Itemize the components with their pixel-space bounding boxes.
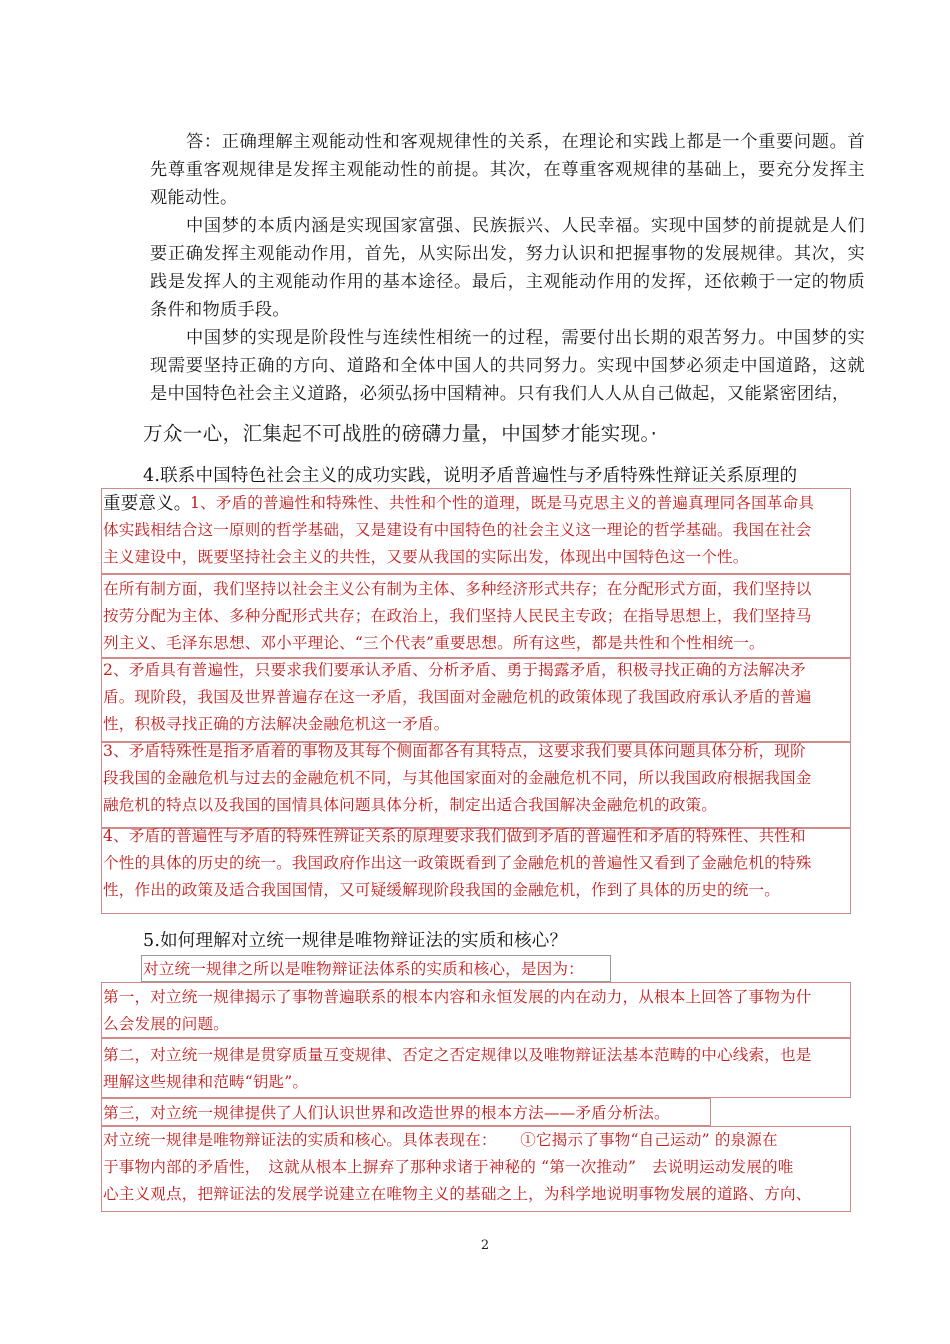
- q5-intro-line: 对立统一规律之所以是唯物辩证法体系的实质和核心，是因为：: [143, 960, 584, 978]
- q5-intro: [143, 956, 613, 983]
- q4-line: 盾。现阶段，我国及世界普遍存在这一矛盾，我国面对金融危机的政策体现了我国政府承认矛盾的普遍: [103, 688, 812, 706]
- q4-line: 体实践相结合这一原则的哲学基础，又是建设有中国特色的社会主义这一理论的哲学基础。我国在社会: [103, 521, 812, 539]
- q4-line: 性，积极寻找正确的方法解决金融危机这一矛盾。: [103, 715, 450, 733]
- q4-red-line-first: [190, 490, 850, 517]
- q5-line: 么会发展的问题。: [103, 1015, 229, 1033]
- q4-line: 在所有制方面，我们坚持以社会主义公有制为主体、多种经济形式共存；在分配形式方面，我们坚持以: [103, 580, 812, 598]
- q4-line: 个性的具体的历史的统一。我国政府作出这一政策既看到了金融危机的普遍性又看到了金融危机的特殊: [103, 854, 812, 872]
- answer-paragraph: 中国梦的本质内涵是实现国家富强、民族振兴、人民幸福。实现中国梦的前提就是人们要正确发挥主观能动作用，首先，从实际出发，努力认识和把握事物的发展规律。其次，实践是发挥人的主观能动作用的基本途径。最后，主观能动作用的发挥，还依赖于一定的物质条件和物质手段。: [150, 216, 865, 320]
- q5-answer-block: [103, 984, 848, 1208]
- q5-line: 第一，对立统一规律揭示了事物普遍联系的根本内容和永恒发展的内在动力，从根本上回答了事物为什: [103, 988, 812, 1006]
- q5-line: 理解这些规律和范畴“钥匙”。: [103, 1073, 309, 1091]
- q5-line: 第二，对立统一规律是贯穿质量互变规律、否定之否定规律以及唯物辩证法基本范畴的中心线索，也是: [103, 1046, 812, 1064]
- slogan-line: 万众一心，汇集起不可战胜的磅礴力量，中国梦才能实现。·: [143, 422, 658, 445]
- q5-line: 对立统一规律是唯物辩证法的实质和核心。具体表现在： ①它揭示了事物“自己运动” 的泉源在: [103, 1131, 778, 1149]
- answer-paragraph: 中国梦的实现是阶段性与连续性相统一的过程，需要付出长期的艰苦努力。中国梦的实现需要坚持正确的方向、道路和全体中国人的共同努力。实现中国梦必须走中国道路，这就是中国特色社会主义道路，必须弘扬中国精神。只有我们人人从自己做起，又能紧密团结，: [150, 328, 865, 404]
- q4-line: 1、矛盾的普遍性和特殊性、共性和个性的道理，既是马克思主义的普遍真理同各国革命具: [190, 494, 815, 512]
- answer-block: [150, 128, 865, 408]
- q4-line: 主义建设中，既要坚持社会主义的共性，又要从我国的实际出发，体现出中国特色这一个性。: [103, 548, 749, 566]
- q4-line: 性，作出的政策及适合我国国情，又可疑缓解现阶段我国的金融危机，作到了具体的历史的统一。: [103, 881, 780, 899]
- q4-line: 融危机的特点以及我国的国情具体问题具体分析，制定出适合我国解决金融危机的政策。: [103, 796, 718, 814]
- q4-line: 段我国的金融危机与过去的金融危机不同，与其他国家面对的金融危机不同，所以我国政府根据我国金: [103, 769, 812, 787]
- q5-line: 心主义观点，把辩证法的发展学说建立在唯物主义的基础之上，为科学地说明事物发展的道路、方向、: [103, 1185, 812, 1203]
- question-4-title-cont: 重要意义。: [103, 494, 192, 514]
- q4-line: 4、矛盾的普遍性与矛盾的特殊性辨证关系的原理要求我们做到矛盾的普遍性和矛盾的特殊性、共性和: [103, 827, 806, 845]
- question-4-title: 4.联系中国特色社会主义的成功实践，说明矛盾普遍性与矛盾特殊性辩证关系原理的: [143, 466, 798, 486]
- page-number: 2: [480, 1238, 490, 1253]
- q4-line: 3、矛盾特殊性是指矛盾着的事物及其每个侧面都各有其特点，这要求我们要具体问题具体分析，现阶: [103, 742, 806, 760]
- q4-line: 列主义、毛泽东思想、邓小平理论、“三个代表”重要思想。所有这些，都是共性和个性相统一。: [103, 634, 765, 652]
- answer-paragraph: 答：正确理解主观能动性和客观规律性的关系，在理论和实践上都是一个重要问题。首先尊重客观规律是发挥主观能动性的前提。其次，在尊重客观规律的基础上，要充分发挥主观能动性。: [150, 132, 865, 208]
- question-5-title: 5.如何理解对立统一规律是唯物辩证法的实质和核心？: [143, 931, 568, 951]
- q5-line: 第三，对立统一规律提供了人们认识世界和改造世界的根本方法——矛盾分析法。: [103, 1104, 670, 1122]
- q4-answer-block: [103, 517, 848, 904]
- q5-line: 于事物内部的矛盾性， 这就从根本上摒弃了那种求诸于神秘的 “第一次推动” 去说明运动发展的唯: [103, 1158, 794, 1176]
- q4-line: 按劳分配为主体、多种分配形式共存；在政治上，我们坚持人民民主专政；在指导思想上，我们坚持马: [103, 607, 812, 625]
- q4-line: 2、矛盾具有普遍性，只要求我们要承认矛盾、分析矛盾、勇于揭露矛盾，积极寻找正确的方法解决矛: [103, 661, 806, 679]
